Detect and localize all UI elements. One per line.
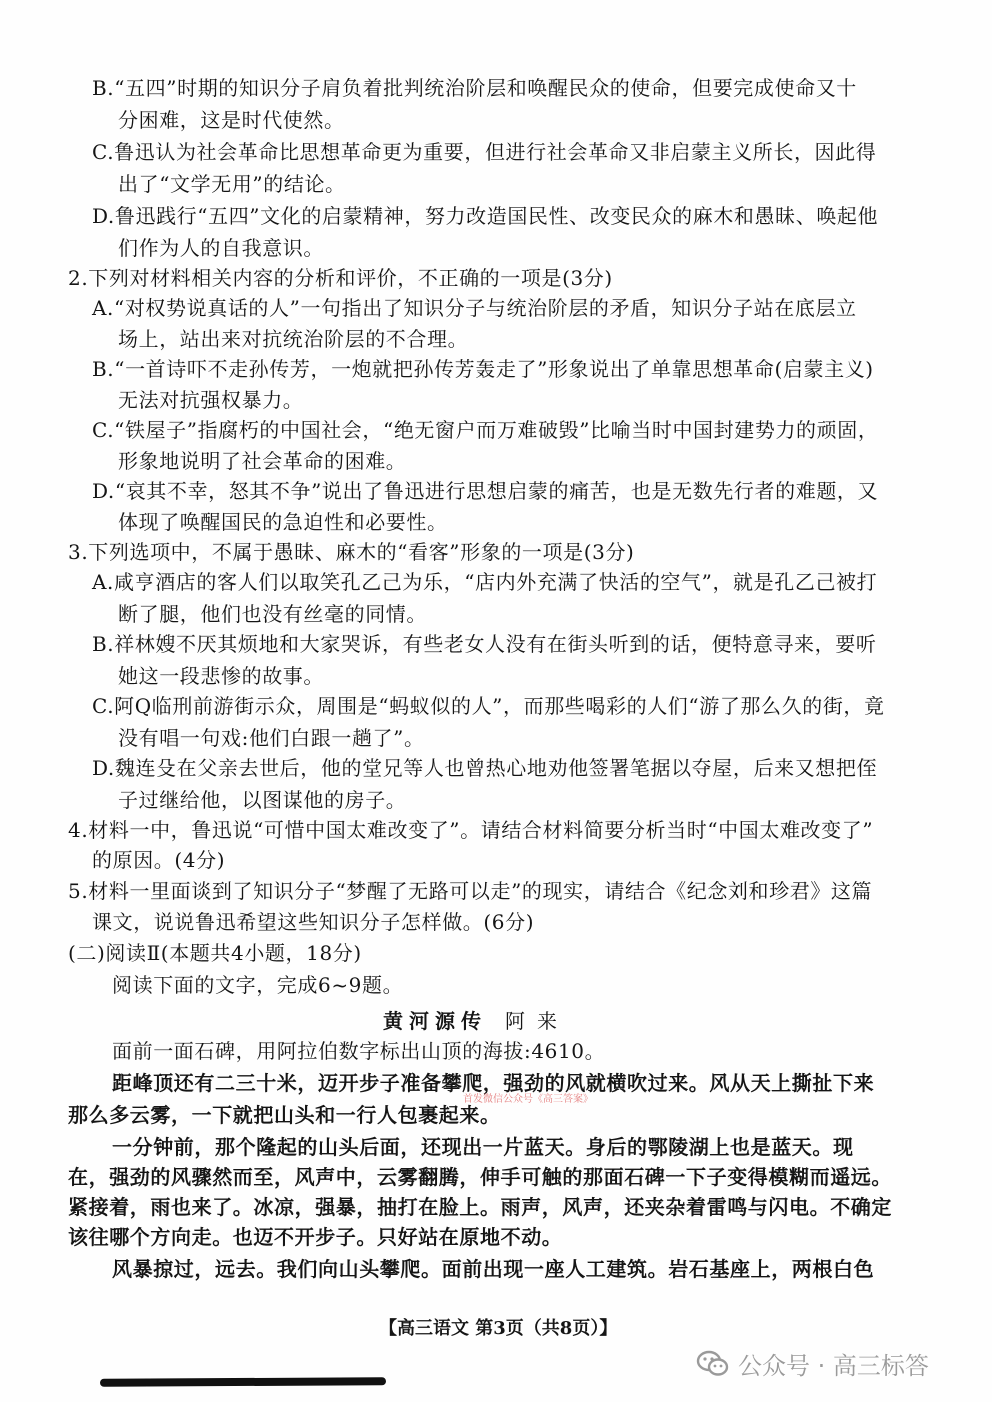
option-1c-line-1: C.鲁迅认为社会革命比思想革命更为重要，但进行社会革命又非启蒙主义所长，因此得	[92, 140, 877, 164]
page-footer: 【高三语文 第3页（共8页）】	[379, 1318, 618, 1339]
question-5-line-2: 课文，说说鲁迅希望这些知识分子怎样做。(6分)	[92, 910, 535, 934]
option-2b-line-1: B.“一首诗吓不走孙传芳，一炮就把孙传芳轰走了”形象说出了单靠思想革命(启蒙主义)	[92, 357, 874, 381]
option-3d-line-2: 子过继给他，以图谋他的房子。	[118, 788, 407, 812]
passage-line-3: 那么多云雾，一下就把山头和一行人包裹起来。	[68, 1103, 501, 1127]
passage-line-6: 紧接着，雨也来了。冰凉，强暴，抽打在脸上。雨声，风声，还夹杂着雷鸣与闪电。不确定	[68, 1195, 892, 1219]
option-2a-line-2: 场上，站出来对抗统治阶层的不合理。	[118, 327, 469, 351]
option-1b-line-2: 分困难，这是时代使然。	[118, 108, 345, 132]
option-2b-line-2: 无法对抗强权暴力。	[118, 388, 304, 412]
passage-line-5: 在，强劲的风骤然而至，风声中，云雾翻腾，伸手可触的那面石碑一下子变得模糊而遥远。	[68, 1165, 892, 1189]
section-heading: (二)阅读Ⅱ(本题共4小题，18分)	[68, 941, 362, 965]
option-1b-line-1: B.“五四”时期的知识分子肩负着批判统治阶层和唤醒民众的使命，但要完成使命又十	[92, 76, 857, 100]
question-4-line-1: 4.材料一中，鲁迅说“可惜中国太难改变了”。请结合材料简要分析当时“中国太难改变了”	[68, 818, 874, 842]
passage-line-1: 面前一面石碑，用阿拉伯数字标出山顶的海拔:4610。	[112, 1039, 606, 1063]
option-2c-line-1: C.“铁屋子”指腐朽的中国社会，“绝无窗户而万难破毁”比喻当时中国封建势力的顽固，	[92, 418, 879, 442]
option-1c-line-2: 出了“文学无用”的结论。	[118, 172, 346, 196]
question-5-line-1: 5.材料一里面谈到了知识分子“梦醒了无路可以走”的现实，请结合《纪念刘和珍君》这篇	[68, 879, 873, 903]
option-2a-line-1: A.“对权势说真话的人”一句指出了知识分子与统治阶层的矛盾，知识分子站在底层立	[92, 296, 857, 320]
wechat-watermark	[696, 1346, 929, 1381]
passage-line-4: 一分钟前，那个隆起的山头后面，还现出一片蓝天。身后的鄂陵湖上也是蓝天。现	[112, 1135, 854, 1159]
article-title-block	[383, 1007, 569, 1035]
option-3b-line-2: 她这一段悲惨的故事。	[118, 664, 324, 688]
option-3a-line-1: A.咸亨酒店的客人们以取笑孔乙己为乐，“店内外充满了快活的空气”，就是孔乙己被打	[92, 570, 878, 594]
option-2d-line-1: D.“哀其不幸，怒其不争”说出了鲁迅进行思想启蒙的痛苦，也是无数先行者的难题，又	[92, 479, 879, 503]
option-2c-line-2: 形象地说明了社会革命的困难。	[118, 449, 407, 473]
passage-line-2: 距峰顶还有二三十米，迈开步子准备攀爬，强劲的风就横吹过来。风从天上撕扯下来	[112, 1071, 875, 1095]
question-3-stem: 3.下列选项中，不属于愚昧、麻木的“看客”形象的一项是(3分)	[68, 540, 635, 564]
option-1d-line-1: D.鲁迅践行“五四”文化的启蒙精神，努力改造国民性、改变民众的麻木和愚昧、唤起他	[92, 204, 879, 228]
option-3b-line-1: B.祥林嫂不厌其烦地和大家哭诉，有些老女人没有在街头听到的话，便特意寻来，要听	[92, 632, 877, 656]
article-title: 黄河源传	[383, 1009, 487, 1033]
option-1d-line-2: 们作为人的自我意识。	[118, 236, 324, 260]
section-instruction: 阅读下面的文字，完成6~9题。	[112, 973, 404, 997]
option-3c-line-1: C.阿Q临刑前游街示众，周围是“蚂蚁似的人”，而那些喝彩的人们“游了那么久的街，竟	[92, 694, 885, 718]
passage-line-8: 风暴掠过，远去。我们向山头攀爬。面前出现一座人工建筑。岩石基座上，两根白色	[112, 1257, 875, 1281]
option-2d-line-2: 体现了唤醒国民的急迫性和必要性。	[118, 510, 448, 534]
wechat-label: 公众号 · 高三标答	[738, 1352, 929, 1380]
option-3a-line-2: 断了腿，他们也没有丝毫的同情。	[118, 602, 427, 626]
option-3c-line-2: 没有唱一句戏:他们白跟一趟了”。	[118, 726, 425, 750]
option-3d-line-1: D.魏连殳在父亲去世后，他的堂兄等人也曾热心地劝他签署笔据以夺屋，后来又想把侄	[92, 756, 878, 780]
wechat-icon	[696, 1350, 730, 1378]
scan-artifact-bar	[100, 1377, 386, 1386]
question-2-stem: 2.下列对材料相关内容的分析和评价，不正确的一项是(3分)	[68, 266, 613, 290]
watermark-text: 首发微信公众号《高三答案》	[463, 1094, 593, 1105]
passage-line-7: 该往哪个方向走。也迈不开步子。只好站在原地不动。	[68, 1225, 563, 1249]
question-4-line-2: 的原因。(4分)	[92, 848, 226, 872]
article-author: 阿来	[505, 1009, 569, 1033]
